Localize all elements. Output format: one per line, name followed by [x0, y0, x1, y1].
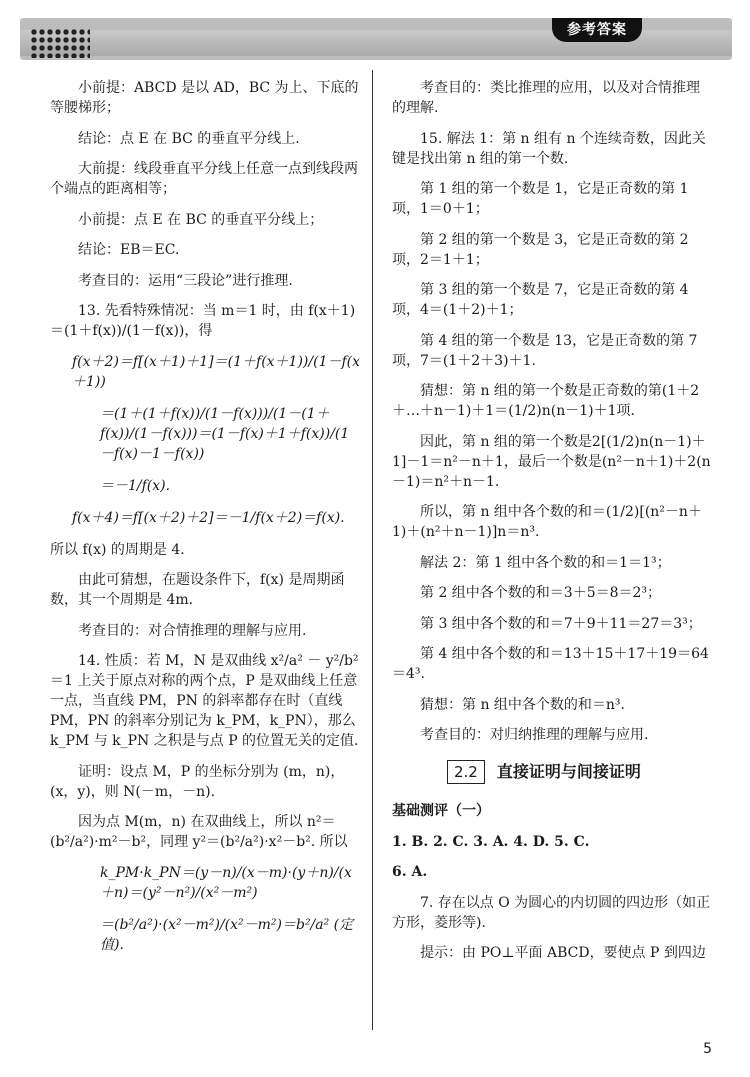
- column-divider: [372, 70, 373, 1030]
- equation: ＝－1/f(x).: [100, 477, 171, 494]
- paragraph: 解法 2：第 1 组中各个数的和＝1＝1³；: [420, 554, 671, 571]
- paragraph: 考查目的：类比推理的应用，以及对合情推理的理解.: [392, 80, 700, 116]
- right-column: [392, 78, 712, 974]
- equation: f(x＋4)＝f[(x＋2)＋2]＝－1/f(x＋2)＝f(x).: [72, 509, 345, 526]
- paragraph: 7. 存在以点 O 为圆心的内切圆的四边形（如正方形，菱形等).: [392, 894, 711, 931]
- section-heading: [447, 759, 712, 785]
- section-number: 2.2: [447, 760, 485, 784]
- paragraph: 第 4 组中各个数的和＝13＋15＋17＋19＝64＝4³.: [392, 646, 709, 682]
- paragraph: 考查目的：对合情推理的理解与应用.: [78, 622, 307, 639]
- section-title: 直接证明与间接证明: [496, 762, 641, 781]
- paragraph: 14. 性质：若 M，N 是双曲线 x²/a² － y²/b² ＝1 上关于原点对称的两个点，P 是双曲线上任意一点，当直线 PM，PN 的斜率都存在时（直线 PM，PN 的斜率分别记为 k_PM，k_PN），那么 k_PM 与 k_PN 之积是与点 P 的位置无关的定值.: [50, 653, 359, 749]
- paragraph: 所以 f(x) 的周期是 4.: [50, 541, 185, 558]
- paragraph: 考查目的：对归纳推理的理解与应用.: [420, 727, 649, 743]
- paragraph: 13. 先看特殊情况：当 m＝1 时，由 f(x＋1)＝(1＋f(x))/(1－f(x))，得: [50, 303, 356, 339]
- paragraph: 猜想：第 n 组的第一个数是正奇数的第(1＋2＋…＋n－1)＋1＝(1/2)n(n－1)＋1项.: [392, 383, 700, 419]
- paragraph: 提示：由 PO⊥平面 ABCD，要使点 P 到四边: [420, 945, 706, 961]
- left-column: [50, 78, 360, 967]
- equation: f(x＋2)＝f[(x＋1)＋1]＝(1＋f(x＋1))/(1－f(x＋1)): [72, 353, 361, 390]
- paragraph: 第 3 组中各个数的和＝7＋9＋11＝27＝3³；: [420, 615, 702, 632]
- equation: k_PM·k_PN＝(y－n)/(x－m)·(y＋n)/(x＋n)＝(y²－n²)/(x²－m²): [100, 864, 352, 901]
- equation: ＝(b²/a²)·(x²－m²)/(x²－m²)＝b²/a² (定值).: [100, 916, 354, 953]
- equation: ＝(1＋(1＋f(x))/(1－f(x)))/(1－(1＋f(x))/(1－f(x)))＝(1－f(x)＋1＋f(x))/(1－f(x)－1－f(x)): [100, 405, 350, 462]
- page-header: [20, 18, 732, 60]
- paragraph: 猜想：第 n 组中各个数的和＝n³.: [420, 696, 625, 713]
- paragraph: 第 4 组的第一个数是 13，它是正奇数的第 7 项，7＝(1＋2＋3)＋1.: [392, 332, 698, 369]
- paragraph: 因此，第 n 组的第一个数是2[(1/2)n(n－1)＋1]－1＝n²－n＋1，最后一个数是(n²－n＋1)＋2(n－1)＝n²＋n－1.: [392, 433, 711, 490]
- watermark-logo: [588, 1007, 738, 1069]
- paragraph: 15. 解法 1：第 n 组有 n 个连续奇数，因此关键是找出第 n 组的第一个数.: [392, 130, 706, 167]
- answer-line: 1. B. 2. C. 3. A. 4. D. 5. C.: [392, 833, 590, 850]
- paragraph: 小前提：点 E 在 BC 的垂直平分线上；: [78, 211, 324, 228]
- paragraph: 大前提：线段垂直平分线上任意一点到线段两个端点的距离相等；: [50, 161, 358, 197]
- paragraph: 第 1 组的第一个数是 1，它是正奇数的第 1 项，1＝0＋1；: [392, 181, 689, 217]
- subsection-title: 基础测评（一）: [392, 803, 490, 819]
- answer-line: 6. A.: [392, 864, 428, 880]
- paragraph: 所以，第 n 组中各个数的和＝(1/2)[(n²－n＋1)＋(n²＋n－1)]n＝n³.: [392, 504, 702, 540]
- header-dot-pattern: [30, 28, 90, 58]
- paragraph: 第 2 组中各个数的和＝3＋5＝8＝2³；: [420, 585, 662, 601]
- paragraph: 第 2 组的第一个数是 3，它是正奇数的第 2 项，2＝1＋1；: [392, 231, 689, 268]
- paragraph: 证明：设点 M，P 的坐标分别为 (m，n)，(x，y)，则 N(－m，－n).: [50, 763, 345, 800]
- paragraph: 第 3 组的第一个数是 7，它是正奇数的第 4 项，4＝(1＋2)＋1；: [392, 282, 689, 318]
- header-tag: 参考答案: [552, 18, 642, 42]
- paragraph: 由此可猜想，在题设条件下，f(x) 是周期函数，其一个周期是 4m.: [50, 572, 345, 608]
- paragraph: 考查目的：运用“三段论”进行推理.: [78, 272, 293, 289]
- paragraph: 结论：点 E 在 BC 的垂直平分线上.: [78, 130, 300, 147]
- page-number: 5: [703, 1041, 712, 1057]
- paragraph: 结论：EB＝EC.: [78, 242, 180, 258]
- paragraph: 因为点 M(m，n) 在双曲线上，所以 n²＝(b²/a²)·m²－b²，同理 y²＝(b²/a²)·x²－b². 所以: [50, 814, 348, 850]
- paragraph: 小前提：ABCD 是以 AD，BC 为上、下底的等腰梯形；: [50, 80, 359, 116]
